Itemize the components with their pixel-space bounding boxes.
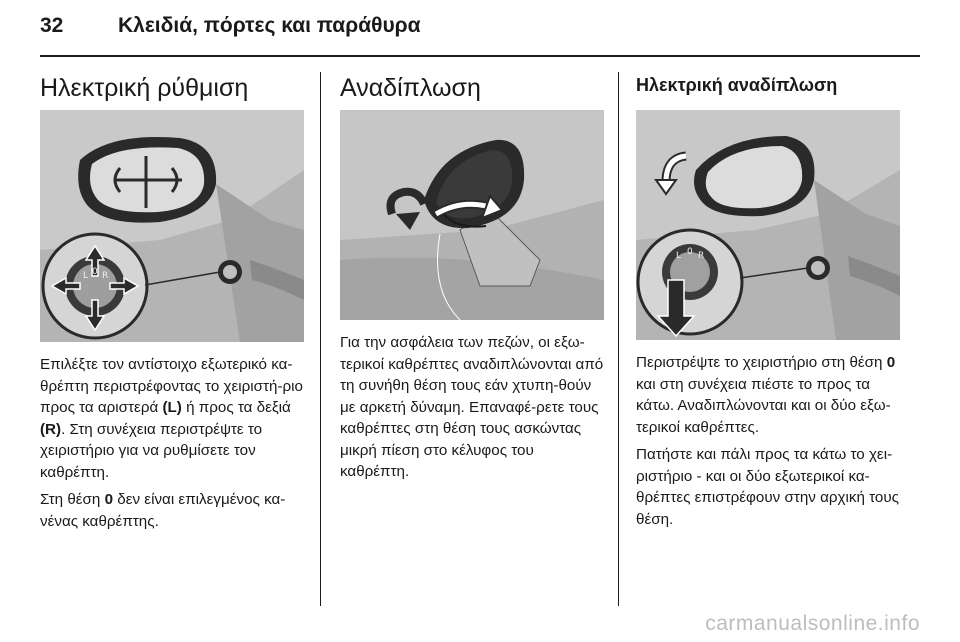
knob-label-left: L: [83, 271, 89, 281]
section-heading: Ηλεκτρική αναδίπλωση: [636, 75, 838, 95]
knob-label-center: 0: [687, 247, 693, 257]
knob-label-right: R: [698, 251, 705, 261]
section-body: [340, 332, 604, 483]
section-body: [636, 352, 900, 530]
knob-label-left: L: [676, 251, 682, 261]
page-number: 32: [40, 14, 64, 37]
position-zero: 0: [104, 491, 114, 508]
column-divider: [320, 72, 321, 606]
position-zero: 0: [886, 354, 896, 371]
knob-label-right: R: [102, 271, 109, 281]
paragraph: Πατήστε και πάλι προς τα κάτω το χει-ριστήριο - και οι δύο εξωτερικοί κα-θρέπτες επιστρέφουν στην αρχική τους θέση.: [636, 446, 899, 528]
column-divider: [618, 72, 619, 606]
paragraph: Επιλέξτε τον αντίστοιχο εξωτερικό κα-θρέπτη περιστρέφοντας το χειριστή-ριο προς τα αριστερά (L) ή προς τα δεξιά (R). Στη συνέχεια περιστρέψτε το χειριστήριο για να ρυθμίσετε τον καθρέπτη.: [40, 356, 303, 481]
section-electric-folding: [636, 72, 900, 536]
label-left: (L): [162, 399, 182, 416]
header-rule: [40, 55, 920, 57]
section-heading: Αναδίπλωση: [340, 74, 481, 102]
knob-label-center: 0: [92, 267, 98, 277]
electric-folding-illustration: [636, 110, 900, 340]
watermark: carmanualsonline.info: [705, 612, 920, 635]
mirror-folding-illustration: [340, 110, 604, 320]
paragraph: Περιστρέψτε το χειριστήριο στη θέση 0 και στη συνέχεια πιέστε το προς τα κάτω. Αναδιπλώνονται και οι δύο εξω-τερικοί καθρέπτες.: [636, 354, 896, 436]
label-right: (R): [40, 420, 62, 438]
page-header: [40, 14, 920, 50]
chapter-title: Κλειδιά, πόρτες και παράθυρα: [118, 14, 421, 37]
paragraph: Για την ασφάλεια των πεζών, οι εξω-τερικοί καθρέπτες αναδιπλώνονται από τη συνήθη θέση τους εάν χτυπη-θούν με αρκετή δύναμη. Επαναφέ-ρετε τους καθρέπτες στη θέση τους ασκώντας μικρή πίεση στο κέλυφος του καθρέπτη.: [340, 334, 604, 480]
figure-mirror-adjustment: [40, 110, 304, 342]
section-folding: [340, 72, 604, 489]
paragraph: Στη θέση 0 δεν είναι επιλεγμένος κα-νένας καθρέπτης.: [40, 491, 286, 530]
section-heading: Ηλεκτρική ρύθμιση: [40, 74, 249, 102]
mirror-adjustment-illustration: [40, 110, 304, 342]
figure-electric-folding: [636, 110, 900, 340]
section-body: [40, 354, 304, 532]
section-electric-adjustment: [40, 72, 304, 538]
figure-mirror-folding: [340, 110, 604, 320]
